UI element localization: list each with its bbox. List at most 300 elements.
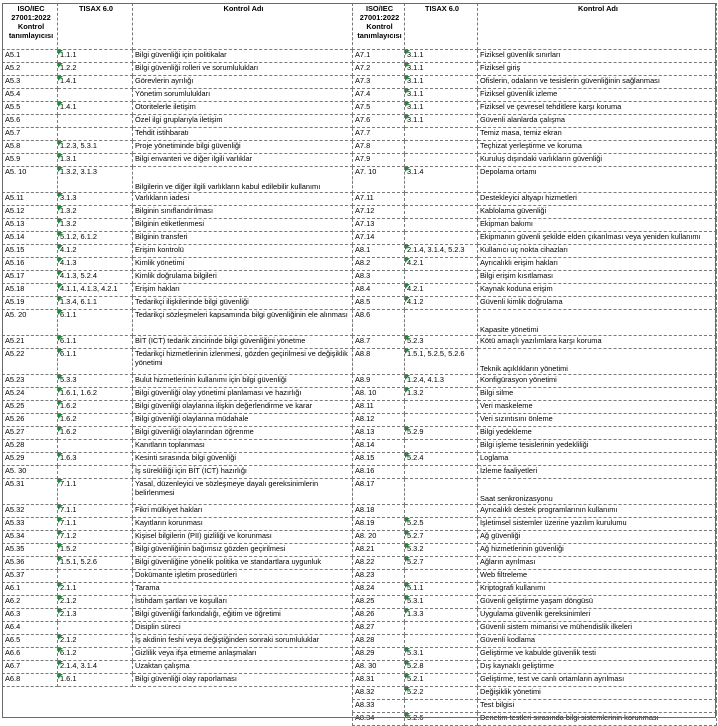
tisax-reference: 1.4.1 bbox=[58, 76, 133, 89]
table-row bbox=[353, 232, 717, 245]
tisax-reference bbox=[405, 622, 478, 635]
table-row bbox=[3, 609, 353, 622]
control-name: Bilgi erişim kısıtlaması bbox=[478, 271, 717, 284]
table-row bbox=[3, 388, 353, 401]
control-name: Ofislerin, odaların ve tesislerin güvenliğinin sağlanması bbox=[478, 76, 717, 89]
tisax-reference bbox=[405, 193, 478, 206]
iso-control-id: A5.14 bbox=[3, 232, 58, 245]
control-name: Güvenli sistem mimarisi ve mühendislik ilkeleri bbox=[478, 622, 717, 635]
control-name: Bilgi silme bbox=[478, 388, 717, 401]
table-row bbox=[3, 63, 353, 76]
tisax-reference: 5.2.7 bbox=[405, 557, 478, 570]
iso-control-id: A5. 20 bbox=[3, 310, 58, 336]
table-row bbox=[3, 310, 353, 336]
tisax-reference: 7.1.1 bbox=[58, 479, 133, 505]
tisax-reference: 5.2.2 bbox=[405, 687, 478, 700]
control-name: Disiplin süreci bbox=[133, 622, 353, 635]
iso-control-id: A6.8 bbox=[3, 674, 58, 687]
iso-control-id: A8. 10 bbox=[353, 388, 405, 401]
control-name: Denetim testleri sırasında bilgi sistemlerinin korunması bbox=[478, 713, 717, 726]
iso-control-id: A5.2 bbox=[3, 63, 58, 76]
control-name: Tedarikçi sözleşmeleri kapsamında bilgi güvenliğinin ele alınması bbox=[133, 310, 353, 336]
iso-control-id: A8.32 bbox=[353, 687, 405, 700]
iso-control-id: A8. 30 bbox=[353, 661, 405, 674]
control-name: Destekleyici altyapı hizmetleri bbox=[478, 193, 717, 206]
tisax-reference bbox=[405, 466, 478, 479]
tisax-reference: 1.2.4, 4.1.3 bbox=[405, 375, 478, 388]
table-row bbox=[353, 297, 717, 310]
tisax-reference: 3.1.4 bbox=[405, 167, 478, 193]
control-name: Bilgi güvenliği rolleri ve sorumlulukları bbox=[133, 63, 353, 76]
tisax-reference: 1.4.1 bbox=[58, 102, 133, 115]
table-row bbox=[3, 622, 353, 635]
control-name: Bilgilerin ve diğer ilgili varlıkların kabul edilebilir kullanımı bbox=[133, 167, 353, 193]
tisax-reference: 1.3.2, 3.1.3 bbox=[58, 167, 133, 193]
iso-control-id: A7.13 bbox=[353, 219, 405, 232]
right-control-table bbox=[352, 3, 717, 726]
table-row bbox=[353, 583, 717, 596]
control-name: Bilgi güvenliği olaylanna müdahale bbox=[133, 414, 353, 427]
iso-control-id: A5.33 bbox=[3, 518, 58, 531]
tisax-reference: 3.1.1 bbox=[405, 76, 478, 89]
tisax-reference: 1.5.2 bbox=[58, 544, 133, 557]
tisax-reference: 1.1.1 bbox=[58, 50, 133, 63]
table-row bbox=[353, 622, 717, 635]
table-row bbox=[3, 297, 353, 310]
table-row bbox=[353, 713, 717, 726]
control-name: Ekipmanın güvenli şekilde elden çıkarılması veya yeniden kullanımı bbox=[478, 232, 717, 245]
control-name: İşletimsel sistemler üzerine yazılım kurulumu bbox=[478, 518, 717, 531]
tisax-reference: 1.3.2 bbox=[405, 388, 478, 401]
table-row bbox=[3, 427, 353, 440]
tisax-reference: 1.3.4, 6.1.1 bbox=[58, 297, 133, 310]
tisax-reference: 1.6.3 bbox=[58, 453, 133, 466]
iso-control-id: A5.28 bbox=[3, 440, 58, 453]
tisax-reference: 5.3.1 bbox=[405, 596, 478, 609]
control-name: BİT (ICT) tedarik zincirinde bilgi güvenliğini yönetme bbox=[133, 336, 353, 349]
iso-control-id: A5.18 bbox=[3, 284, 58, 297]
table-row bbox=[353, 557, 717, 570]
table-row bbox=[353, 401, 717, 414]
iso-control-id: A5.17 bbox=[3, 271, 58, 284]
table-row bbox=[353, 336, 717, 349]
iso-control-id: A8.28 bbox=[353, 635, 405, 648]
control-name: Geliştirme ve kabulde güvenlik testi bbox=[478, 648, 717, 661]
tisax-reference: 5.3.1 bbox=[405, 648, 478, 661]
left-control-table bbox=[2, 3, 353, 687]
control-name: Veri maskeleme bbox=[478, 401, 717, 414]
iso-control-id: A8.5 bbox=[353, 297, 405, 310]
tisax-reference: 2.1.2 bbox=[58, 596, 133, 609]
control-name: Ayrıcalıklı erişim hakları bbox=[478, 258, 717, 271]
table-row bbox=[3, 440, 353, 453]
table-row bbox=[3, 232, 353, 245]
iso-control-id: A5.1 bbox=[3, 50, 58, 63]
iso-control-id: A5. 30 bbox=[3, 466, 58, 479]
iso-control-id: A8.26 bbox=[353, 609, 405, 622]
table-row bbox=[3, 505, 353, 518]
table-row bbox=[353, 258, 717, 271]
iso-control-id: A5.23 bbox=[3, 375, 58, 388]
tisax-reference bbox=[405, 206, 478, 219]
table-row bbox=[353, 50, 717, 63]
table-row bbox=[353, 609, 717, 622]
tisax-reference bbox=[405, 219, 478, 232]
control-name: Fikri mülkiyet hakları bbox=[133, 505, 353, 518]
tisax-reference: 1.2.3, 5.3.1 bbox=[58, 141, 133, 154]
tisax-header: TISAX 6.0 bbox=[58, 4, 133, 50]
tisax-reference: 5.2.7 bbox=[405, 531, 478, 544]
iso-control-id: A8.24 bbox=[353, 583, 405, 596]
table-row bbox=[353, 427, 717, 440]
table-row bbox=[353, 115, 717, 128]
table-row bbox=[353, 466, 717, 479]
tisax-reference bbox=[405, 414, 478, 427]
control-name: İstihdam şartları ve koşulları bbox=[133, 596, 353, 609]
control-name: Tedarikçi hizmetlerinin izlenmesi, gözden geçirilmesi ve değişiklik yönetimi bbox=[133, 349, 353, 375]
table-row bbox=[3, 518, 353, 531]
tisax-reference: 1.6.2 bbox=[58, 401, 133, 414]
table-row bbox=[353, 570, 717, 583]
right-table-block bbox=[352, 3, 716, 726]
tisax-reference bbox=[405, 440, 478, 453]
iso-control-id: A5.9 bbox=[3, 154, 58, 167]
table-row bbox=[3, 167, 353, 193]
table-row bbox=[353, 271, 717, 284]
table-row bbox=[353, 388, 717, 401]
tisax-reference: 7.1.1 bbox=[58, 518, 133, 531]
iso-control-id: A8.3 bbox=[353, 271, 405, 284]
control-name: Fiziksel güvenlik sınırları bbox=[478, 50, 717, 63]
iso-control-id: A8.18 bbox=[353, 505, 405, 518]
iso-control-id: A5.37 bbox=[3, 570, 58, 583]
iso-control-id: A5.29 bbox=[3, 453, 58, 466]
tisax-reference: 7.1.2 bbox=[58, 531, 133, 544]
tisax-reference: 1.3.3 bbox=[405, 609, 478, 622]
tisax-reference: 2.1.1 bbox=[58, 583, 133, 596]
tisax-reference: 4.1.2 bbox=[405, 297, 478, 310]
iso-control-id: A6.4 bbox=[3, 622, 58, 635]
iso-control-id: A6.1 bbox=[3, 583, 58, 596]
iso-header: ISO/IEC 27001:2022 Kontrol tanımlayıcısı bbox=[353, 4, 405, 50]
tisax-reference: 2.1.3 bbox=[58, 609, 133, 622]
tisax-reference: 1.3.2 bbox=[58, 206, 133, 219]
tisax-reference bbox=[58, 440, 133, 453]
control-name: Kuruluş dışındaki varlıkların güvenliği bbox=[478, 154, 717, 167]
tisax-reference bbox=[405, 232, 478, 245]
control-name: Kimlik yönetimi bbox=[133, 258, 353, 271]
control-name: Temiz masa, temiz ekran bbox=[478, 128, 717, 141]
table-row bbox=[3, 271, 353, 284]
control-name: Bilgi güvenliği olaylarından öğrenme bbox=[133, 427, 353, 440]
table-row bbox=[3, 401, 353, 414]
iso-header: ISO/IEC 27001:2022 Kontrol tanımlayıcısı bbox=[3, 4, 58, 50]
iso-control-id: A8.34 bbox=[353, 713, 405, 726]
iso-control-id: A5.4 bbox=[3, 89, 58, 102]
control-name: Bilgi işleme tesislerinin yedekliliği bbox=[478, 440, 717, 453]
table-row bbox=[3, 102, 353, 115]
tisax-reference: 2.1.4, 3.1.4, 5.2.3 bbox=[405, 245, 478, 258]
iso-control-id: A7.4 bbox=[353, 89, 405, 102]
table-row bbox=[3, 336, 353, 349]
iso-control-id: A7.1 bbox=[353, 50, 405, 63]
tisax-reference: 5.3.3 bbox=[58, 375, 133, 388]
table-row bbox=[353, 531, 717, 544]
tisax-reference: 5.1.1 bbox=[405, 583, 478, 596]
iso-control-id: A5.19 bbox=[3, 297, 58, 310]
control-name: Bilginin transferi bbox=[133, 232, 353, 245]
iso-control-id: A8.31 bbox=[353, 674, 405, 687]
tisax-reference bbox=[405, 479, 478, 505]
control-name: Güvenli kimlik doğrulama bbox=[478, 297, 717, 310]
iso-control-id: A7.11 bbox=[353, 193, 405, 206]
control-name: Ekipman bakımı bbox=[478, 219, 717, 232]
iso-control-id: A5. 10 bbox=[3, 167, 58, 193]
table-row bbox=[3, 453, 353, 466]
tisax-reference: 4.1.1, 4.1.3, 4.2.1 bbox=[58, 284, 133, 297]
tisax-reference: 3.1.3 bbox=[58, 193, 133, 206]
table-row bbox=[353, 518, 717, 531]
tisax-reference: 6.1.1 bbox=[58, 310, 133, 336]
iso-control-id: A8.4 bbox=[353, 284, 405, 297]
control-name: Kriptografi kullanımı bbox=[478, 583, 717, 596]
table-row bbox=[3, 89, 353, 102]
control-name: Bilgi güvenliğine yönelik politika ve standartlara uygunluk bbox=[133, 557, 353, 570]
table-row bbox=[3, 661, 353, 674]
iso-control-id: A5.11 bbox=[3, 193, 58, 206]
table-row bbox=[353, 453, 717, 466]
table-row bbox=[353, 635, 717, 648]
iso-control-id: A5.25 bbox=[3, 401, 58, 414]
tisax-reference bbox=[58, 115, 133, 128]
table-row bbox=[353, 245, 717, 258]
table-row bbox=[3, 128, 353, 141]
tisax-reference: 4.1.3 bbox=[58, 258, 133, 271]
tisax-reference: 1.6.1 bbox=[58, 674, 133, 687]
tisax-reference: 1.6.1, 1.6.2 bbox=[58, 388, 133, 401]
control-name: Fiziksel ve çevresel tehditlere karşı koruma bbox=[478, 102, 717, 115]
iso-control-id: A5.6 bbox=[3, 115, 58, 128]
iso-control-id: A7.3 bbox=[353, 76, 405, 89]
control-name: Erişim kontrolü bbox=[133, 245, 353, 258]
tisax-reference bbox=[405, 401, 478, 414]
control-name: Depolama ortamı bbox=[478, 167, 717, 193]
control-name: Kayıtların korunması bbox=[133, 518, 353, 531]
tisax-reference bbox=[405, 635, 478, 648]
control-name: Yasal, düzenleyici ve sözleşmeye dayalı gereksinimlerin belirlenmesi bbox=[133, 479, 353, 505]
control-name: Proje yönetiminde bilgi güvenliği bbox=[133, 141, 353, 154]
iso-control-id: A7.2 bbox=[353, 63, 405, 76]
tisax-reference: 5.2.5 bbox=[405, 518, 478, 531]
table-row bbox=[353, 479, 717, 505]
control-name: Bilginin sınıflandırılması bbox=[133, 206, 353, 219]
table-row bbox=[353, 414, 717, 427]
tisax-reference bbox=[405, 154, 478, 167]
control-name: İş sürekliliği için BİT (ICT) hazırlığı bbox=[133, 466, 353, 479]
tisax-reference: 3.1.1 bbox=[405, 63, 478, 76]
iso-control-id: A8.25 bbox=[353, 596, 405, 609]
iso-control-id: A5.26 bbox=[3, 414, 58, 427]
iso-control-id: A8.27 bbox=[353, 622, 405, 635]
iso-control-id: A8.1 bbox=[353, 245, 405, 258]
tisax-reference: 3.1.1 bbox=[405, 50, 478, 63]
table-row bbox=[3, 193, 353, 206]
control-name: Erişim hakları bbox=[133, 284, 353, 297]
table-row bbox=[353, 89, 717, 102]
control-name: Bilgi envanteri ve diğer ilgili varlıklar bbox=[133, 154, 353, 167]
iso-control-id: A7.6 bbox=[353, 115, 405, 128]
tisax-reference bbox=[405, 310, 478, 336]
iso-control-id: A8.7 bbox=[353, 336, 405, 349]
iso-control-id: A5.21 bbox=[3, 336, 58, 349]
table-row bbox=[3, 50, 353, 63]
iso-control-id: A5.22 bbox=[3, 349, 58, 375]
tisax-reference: 1.3.2 bbox=[58, 219, 133, 232]
tisax-reference: 3.1.1 bbox=[405, 102, 478, 115]
control-name: Güvenli kodlama bbox=[478, 635, 717, 648]
iso-control-id: A5.24 bbox=[3, 388, 58, 401]
table-row bbox=[353, 674, 717, 687]
iso-control-id: A5.31 bbox=[3, 479, 58, 505]
table-row bbox=[3, 557, 353, 570]
iso-control-id: A6.3 bbox=[3, 609, 58, 622]
control-name: Kimlik doğrulama bilgileri bbox=[133, 271, 353, 284]
right-header-row bbox=[353, 4, 717, 50]
control-name: Loglama bbox=[478, 453, 717, 466]
control-name: Ağ hizmetlerinin güvenliği bbox=[478, 544, 717, 557]
control-name: Tehdit istihbaratı bbox=[133, 128, 353, 141]
tisax-reference: 5.2.9 bbox=[405, 427, 478, 440]
control-name: Değişiklik yönetimi bbox=[478, 687, 717, 700]
tisax-reference bbox=[405, 700, 478, 713]
table-row bbox=[3, 596, 353, 609]
iso-control-id: A5.8 bbox=[3, 141, 58, 154]
table-row bbox=[3, 635, 353, 648]
control-name: Teçhizat yerleştirme ve koruma bbox=[478, 141, 717, 154]
iso-control-id: A8.9 bbox=[353, 375, 405, 388]
control-name: Bilgi güvenliğinin bağımsız gözden geçirilmesi bbox=[133, 544, 353, 557]
control-name: Fiziksel güvenlik izleme bbox=[478, 89, 717, 102]
iso-control-id: A8.29 bbox=[353, 648, 405, 661]
control-mapping-sheet bbox=[2, 3, 716, 722]
tisax-reference: 5.2.3 bbox=[405, 336, 478, 349]
table-row bbox=[3, 466, 353, 479]
control-name: Kesinti sırasında bilgi güvenliği bbox=[133, 453, 353, 466]
control-name: Veri sızıntısını önleme bbox=[478, 414, 717, 427]
iso-control-id: A5.12 bbox=[3, 206, 58, 219]
iso-control-id: A8.6 bbox=[353, 310, 405, 336]
control-name: Gizlilik veya ifşa etmeme anlaşmaları bbox=[133, 648, 353, 661]
control-name: Bilgi güvenliği olay raporlaması bbox=[133, 674, 353, 687]
tisax-reference: 1.3.1 bbox=[58, 154, 133, 167]
table-row bbox=[353, 310, 717, 336]
iso-control-id: A8.17 bbox=[353, 479, 405, 505]
table-row bbox=[353, 661, 717, 674]
table-row bbox=[353, 687, 717, 700]
iso-control-id: A8.14 bbox=[353, 440, 405, 453]
tisax-reference: 5.2.8 bbox=[405, 661, 478, 674]
tisax-reference: 5.1.2, 6.1.2 bbox=[58, 232, 133, 245]
control-name: Bilginin etiketlenmesi bbox=[133, 219, 353, 232]
table-row bbox=[3, 76, 353, 89]
control-name: Ağların ayrılması bbox=[478, 557, 717, 570]
control-name-header: Kontrol Adı bbox=[133, 4, 353, 50]
tisax-reference: 2.1.4, 3.1.4 bbox=[58, 661, 133, 674]
control-name: Uygulama güvenlik gereksinimleri bbox=[478, 609, 717, 622]
control-name-header: Kontrol Adı bbox=[478, 4, 717, 50]
table-row bbox=[3, 154, 353, 167]
iso-control-id: A7.7 bbox=[353, 128, 405, 141]
tisax-reference: 1.5.1, 5.2.5, 5.2.6 bbox=[405, 349, 478, 375]
iso-control-id: A5.36 bbox=[3, 557, 58, 570]
iso-control-id: A8.8 bbox=[353, 349, 405, 375]
control-name: Tedarikçi ilişkilerinde bilgi güvenliği bbox=[133, 297, 353, 310]
iso-control-id: A8.11 bbox=[353, 401, 405, 414]
iso-control-id: A5.32 bbox=[3, 505, 58, 518]
tisax-reference: 3.1.1 bbox=[405, 89, 478, 102]
left-header-row bbox=[3, 4, 353, 50]
tisax-reference: 6.1.1 bbox=[58, 336, 133, 349]
tisax-reference bbox=[58, 466, 133, 479]
control-name: Bilgi yedekleme bbox=[478, 427, 717, 440]
iso-control-id: A5.3 bbox=[3, 76, 58, 89]
iso-control-id: A8.16 bbox=[353, 466, 405, 479]
control-name: Bilgi güvenliği olaylanna ilişkin değerlendirme ve karar bbox=[133, 401, 353, 414]
iso-control-id: A6.6 bbox=[3, 648, 58, 661]
table-row bbox=[3, 414, 353, 427]
tisax-header: TISAX 6.0 bbox=[405, 4, 478, 50]
control-name: Kablolama güvenliği bbox=[478, 206, 717, 219]
table-row bbox=[353, 128, 717, 141]
control-name: Özel ilgi gruplarıyla iletişim bbox=[133, 115, 353, 128]
table-row bbox=[353, 284, 717, 297]
control-name: İş akdinin feshi veya değiştiğinden sonraki sorumluluklar bbox=[133, 635, 353, 648]
iso-control-id: A8.23 bbox=[353, 570, 405, 583]
tisax-reference: 4.2.1 bbox=[405, 284, 478, 297]
table-row bbox=[3, 245, 353, 258]
control-name: Bilgi güvenliği için politikalar bbox=[133, 50, 353, 63]
control-name: Görevlerin ayrılığı bbox=[133, 76, 353, 89]
tisax-reference: 5.2.1 bbox=[405, 674, 478, 687]
table-row bbox=[353, 505, 717, 518]
table-row bbox=[353, 102, 717, 115]
tisax-reference bbox=[405, 570, 478, 583]
tisax-reference: 7.1.1 bbox=[58, 505, 133, 518]
tisax-reference: 1.5.1, 5.2.6 bbox=[58, 557, 133, 570]
control-name: Saat senkronizasyonu bbox=[478, 479, 717, 505]
iso-control-id: A7.8 bbox=[353, 141, 405, 154]
tisax-reference: 4.1.3, 5.2.4 bbox=[58, 271, 133, 284]
tisax-reference bbox=[405, 141, 478, 154]
iso-control-id: A7.9 bbox=[353, 154, 405, 167]
iso-control-id: A5.16 bbox=[3, 258, 58, 271]
table-row bbox=[3, 531, 353, 544]
tisax-reference: 4.1.2 bbox=[58, 245, 133, 258]
iso-control-id: A8. 20 bbox=[353, 531, 405, 544]
iso-control-id: A7.14 bbox=[353, 232, 405, 245]
table-row bbox=[353, 63, 717, 76]
control-name: Web filtreleme bbox=[478, 570, 717, 583]
tisax-reference bbox=[405, 271, 478, 284]
iso-control-id: A8.15 bbox=[353, 453, 405, 466]
control-name: Dokümante işletim prosedürleri bbox=[133, 570, 353, 583]
iso-control-id: A8.21 bbox=[353, 544, 405, 557]
control-name: Bilgi güvenliği farkındalığı, eğitim ve öğretimi bbox=[133, 609, 353, 622]
tisax-reference: 2.1.2 bbox=[58, 635, 133, 648]
control-name: Uzaktan çalışma bbox=[133, 661, 353, 674]
iso-control-id: A5.35 bbox=[3, 544, 58, 557]
iso-control-id: A5.15 bbox=[3, 245, 58, 258]
